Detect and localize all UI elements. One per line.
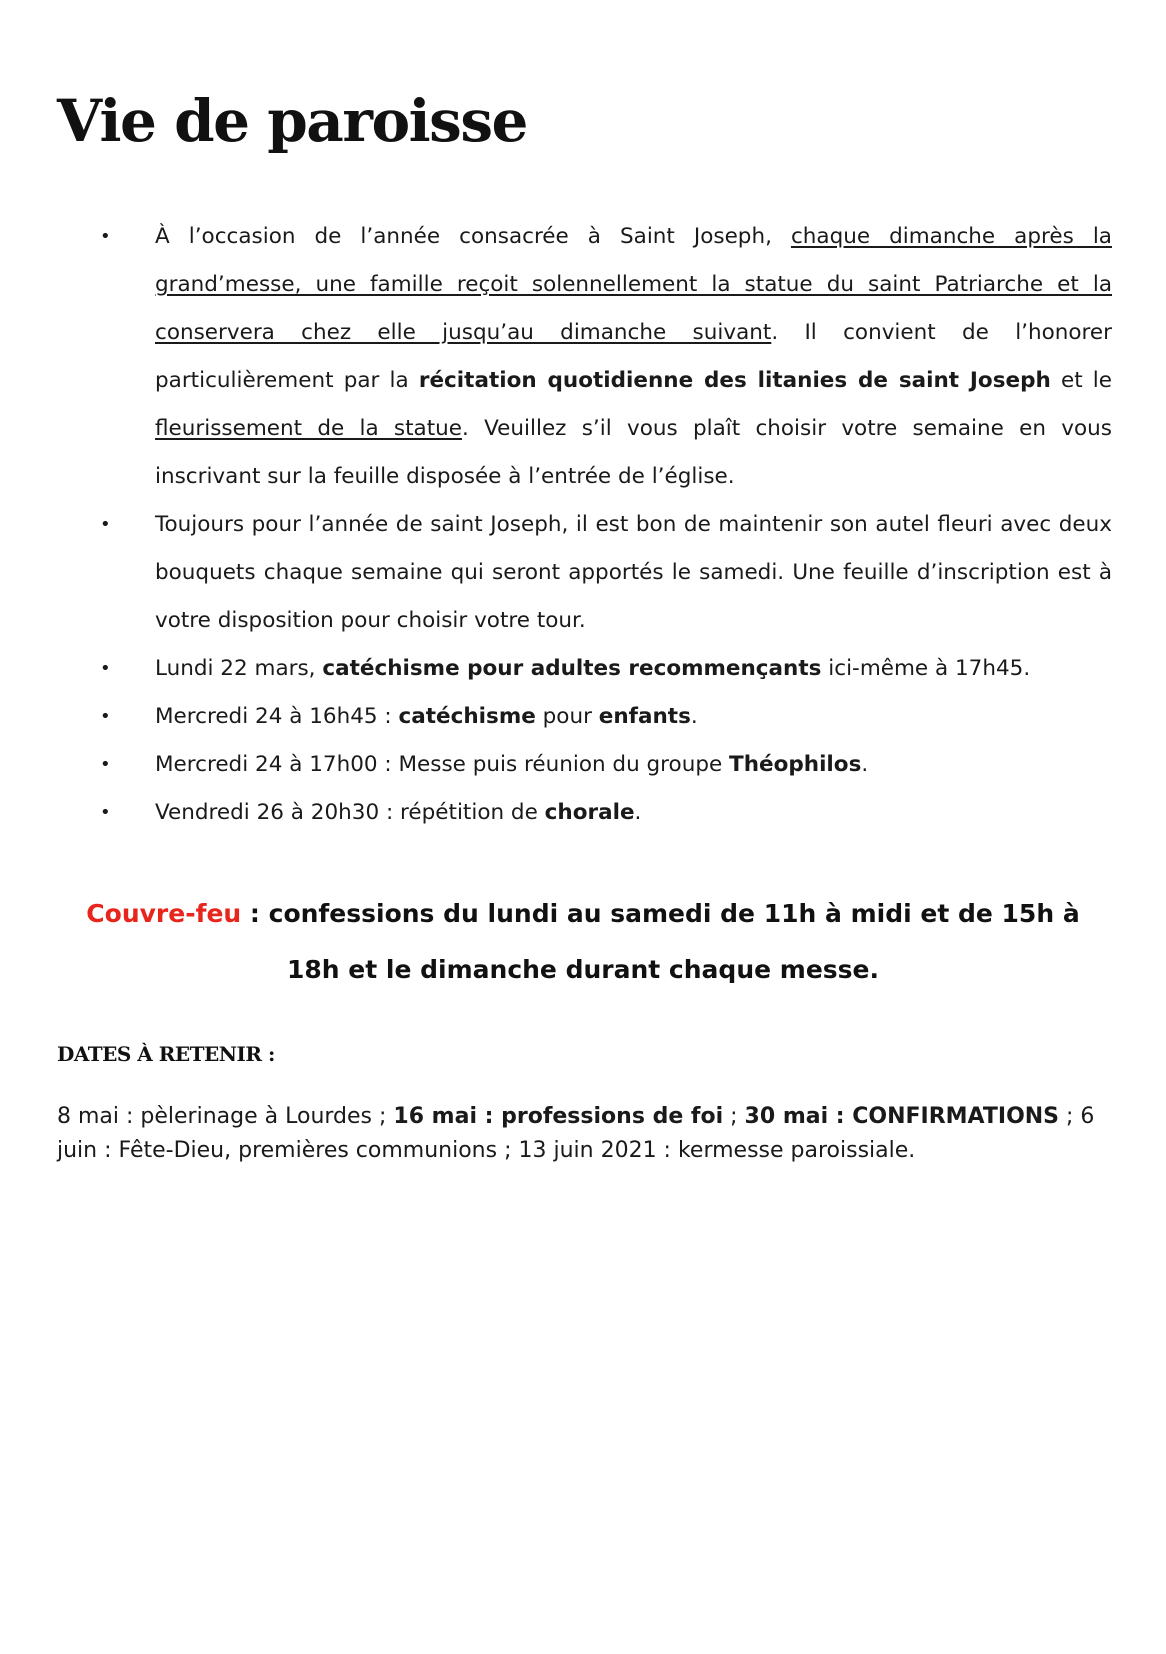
dates-text: ;: [723, 1104, 745, 1129]
announcement-text: .: [861, 752, 869, 777]
announcement-text: .: [690, 704, 698, 729]
dates-heading: DATES À RETENIR :: [57, 1042, 275, 1066]
dates-text: 8 mai : pèlerinage à Lourdes ;: [57, 1104, 394, 1129]
curfew-text: : confessions du lundi au samedi de 11h à midi et de 15h à 18h et le dimanche durant chaque messe.: [241, 899, 1080, 984]
dates-bold: 30 mai : CONFIRMATIONS: [744, 1104, 1060, 1129]
announcement-text: . Il convient de l’honorer particulièrement par la: [155, 320, 1112, 393]
announcement-altar-flowers: [100, 501, 1112, 645]
announcement-bold: catéchisme: [398, 704, 536, 729]
announcement-bold: récitation quotidienne des litanies de saint Joseph: [418, 368, 1051, 393]
dates-bold: 16 mai : professions de foi: [393, 1104, 724, 1129]
announcement-text: . Veuillez s’il vous plaît choisir votre semaine en vous inscrivant sur la feuille disposée à l’entrée de l’église.: [155, 416, 1112, 489]
bullet-icon: •: [100, 226, 111, 247]
bullet-icon: •: [100, 658, 111, 679]
announcement-text: Mercredi 24 à 17h00 : Messe puis réunion du groupe: [155, 752, 730, 777]
announcement-text: Toujours pour l’année de saint Joseph, il est bon de maintenir son autel fleuri avec deux bouquets chaque semaine qui seront apportés le samedi. Une feuille d’inscription est à votre disposition pour choisir votre tour.: [155, 512, 1112, 633]
curfew-label: Couvre-feu: [86, 899, 242, 928]
announcement-text: Lundi 22 mars,: [155, 656, 323, 681]
announcement-text: Mercredi 24 à 16h45 :: [155, 704, 399, 729]
dates-paragraph: [57, 1100, 1109, 1168]
announcement-adult-catechism: [100, 645, 1112, 693]
announcement-choir-rehearsal: [100, 789, 1112, 837]
bullet-icon: •: [100, 514, 111, 535]
dates-text: ; 6 juin : Fête-Dieu, premières communions ; 13 juin 2021 : kermesse paroissiale.: [57, 1104, 1095, 1163]
announcements-list: [100, 213, 1112, 837]
announcement-bold: Théophilos: [729, 752, 862, 777]
announcement-theophilos-group: [100, 741, 1112, 789]
bullet-icon: •: [100, 754, 111, 775]
curfew-notice: [57, 886, 1109, 998]
announcement-bold: enfants: [598, 704, 691, 729]
page-title: Vie de paroisse: [57, 87, 527, 155]
announcement-children-catechism: [100, 693, 1112, 741]
bullet-icon: •: [100, 802, 111, 823]
bullet-icon: •: [100, 706, 111, 727]
announcement-bold: catéchisme pour adultes recommençants: [322, 656, 822, 681]
announcement-text: et le: [1050, 368, 1113, 393]
announcement-saint-joseph-statue: [100, 213, 1112, 501]
announcement-underlined: chaque dimanche après la grand’messe, une famille reçoit solennellement la statue du saint Patriarche et la conservera chez elle jusqu’au dimanche suivant: [155, 224, 1112, 345]
announcement-text: À l’occasion de l’année consacrée à Saint Joseph,: [155, 224, 791, 249]
announcement-text: .: [634, 800, 642, 825]
announcement-text: ici-même à 17h45.: [821, 656, 1031, 681]
announcement-underlined: fleurissement de la statue: [155, 416, 463, 441]
announcement-bold: chorale: [544, 800, 635, 825]
announcement-text: pour: [535, 704, 599, 729]
announcement-text: Vendredi 26 à 20h30 : répétition de: [155, 800, 545, 825]
